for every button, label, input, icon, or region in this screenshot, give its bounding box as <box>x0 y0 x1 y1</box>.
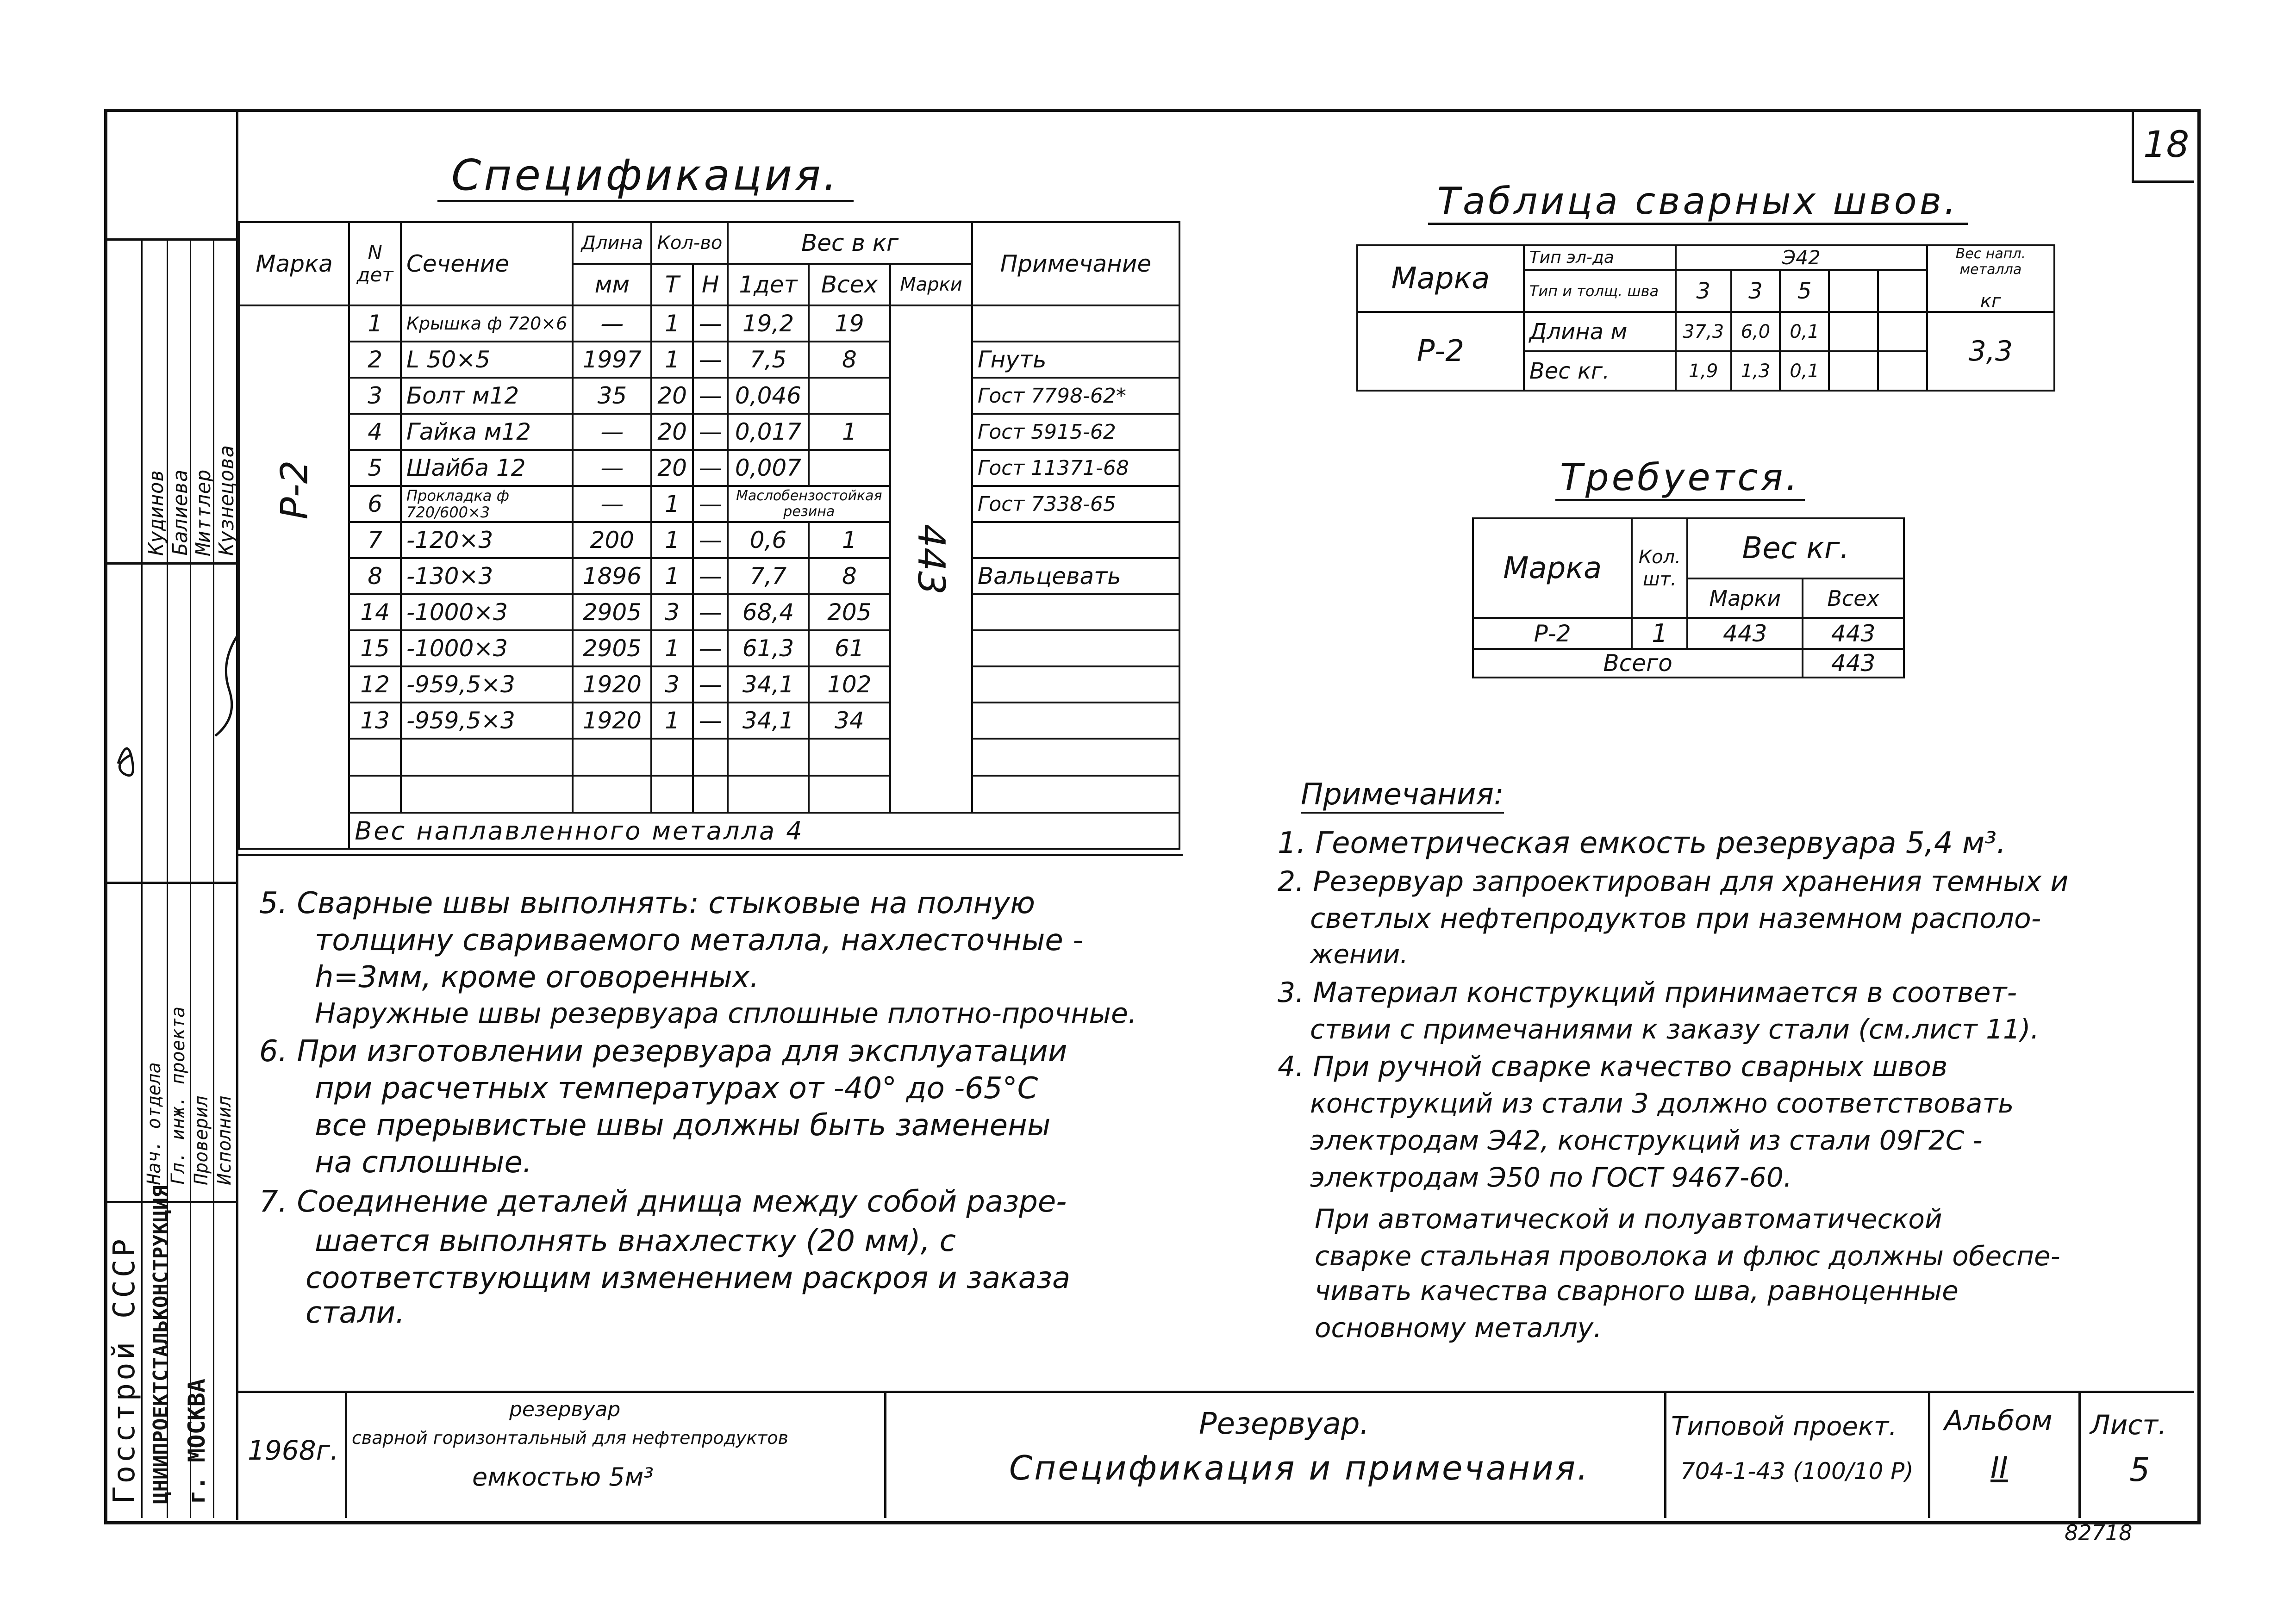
title-block-sep <box>1664 1391 1666 1518</box>
weld-empty <box>1829 351 1878 391</box>
spec-block-bottom <box>236 854 1183 856</box>
spec-cell: 3 <box>349 378 401 414</box>
stamp-role-4: Исполнил <box>214 1095 235 1185</box>
spec-empty <box>693 739 728 776</box>
spec-footer: Вес наплавленного металла 4 <box>349 813 1179 849</box>
spec-cell: 0,046 <box>728 378 808 414</box>
req-row-marki: 443 <box>1687 618 1803 649</box>
weld-h-e42: Э42 <box>1676 245 1927 270</box>
req-total: 443 <box>1803 649 1904 678</box>
stamp-name-2: Балиева <box>168 469 192 555</box>
spec-cell: Прокладка ф 720/600×3 <box>401 486 573 522</box>
req-h-kol: Кол. шт. <box>1632 518 1687 618</box>
spec-cell: 8 <box>809 342 891 378</box>
weld-h-tip-tolsh: Тип и толщ. шва <box>1524 270 1676 312</box>
right-note-line: электродам Э50 по ГОСТ 9467-60. <box>1310 1162 1792 1193</box>
spec-cell: 19 <box>809 305 891 342</box>
req-h-marka: Марка <box>1473 518 1632 618</box>
spec-cell: — <box>693 305 728 342</box>
spec-cell: — <box>693 342 728 378</box>
stamp-album-label: Альбом <box>1944 1405 2053 1437</box>
title-block-sep <box>1928 1391 1930 1518</box>
spec-cell: 1997 <box>573 342 651 378</box>
spec-cell <box>972 703 1179 739</box>
spec-cell: — <box>693 594 728 630</box>
spec-cell: 6 <box>349 486 401 522</box>
spec-h-ves: Вес в кг <box>728 222 972 264</box>
weld-h-vesnapl-text: Вес напл. металла <box>1955 246 2026 278</box>
spec-cell: — <box>693 666 728 703</box>
left-note-line: стали. <box>306 1296 405 1330</box>
weld-empty <box>1878 270 1927 312</box>
stamp-list-label: Лист. <box>2090 1409 2167 1441</box>
spec-cell: -1000×3 <box>401 630 573 666</box>
weld-cell: 0,1 <box>1780 351 1829 391</box>
spec-cell: 1 <box>349 305 401 342</box>
spec-cell: 7,7 <box>728 558 808 594</box>
left-note-line: 6. При изготовлении резервуара для эксплуатации <box>259 1034 1067 1069</box>
spec-h-marki: Марки <box>890 264 972 305</box>
stamp-col-line <box>213 238 214 1518</box>
right-note-line: конструкций из стали 3 должно соответствовать <box>1310 1088 2014 1119</box>
stamp-list: 5 <box>2129 1451 2150 1489</box>
weld-h-kg: кг <box>1980 291 2001 312</box>
spec-cell: 1 <box>651 486 693 522</box>
spec-cell <box>972 522 1179 558</box>
spec-cell: — <box>693 486 728 522</box>
spec-marka-value <box>239 305 349 849</box>
spec-cell: Крышка ф 720×6 <box>401 305 573 342</box>
right-note-line: основному металлу. <box>1315 1312 1602 1343</box>
req-row-kol: 1 <box>1632 618 1687 649</box>
spec-empty <box>401 776 573 813</box>
spec-cell: 2905 <box>573 594 651 630</box>
spec-cell: -120×3 <box>401 522 573 558</box>
spec-h-primechanie: Примечание <box>972 222 1179 305</box>
spec-cell: 4 <box>349 414 401 450</box>
spec-marka-text: Р-2 <box>273 460 316 520</box>
spec-cell: 7 <box>349 522 401 558</box>
stamp-line <box>104 562 238 565</box>
spec-cell: — <box>573 305 651 342</box>
spec-cell: 13 <box>349 703 401 739</box>
spec-cell: 2 <box>349 342 401 378</box>
weld-h-th2: 3 <box>1731 270 1780 312</box>
stamp-col-line <box>190 238 191 1518</box>
spec-cell: 35 <box>573 378 651 414</box>
spec-cell: 34,1 <box>728 666 808 703</box>
req-h-vseh: Всех <box>1803 578 1904 618</box>
spec-cell: 34 <box>809 703 891 739</box>
spec-cell: 34,1 <box>728 703 808 739</box>
weld-table <box>1356 244 2055 392</box>
weld-cell: 37,3 <box>1676 312 1731 351</box>
spec-cell: -959,5×3 <box>401 703 573 739</box>
weld-cell: 6,0 <box>1731 312 1780 351</box>
spec-cell: 8 <box>809 558 891 594</box>
spec-cell: 20 <box>651 414 693 450</box>
spec-cell <box>809 378 891 414</box>
title-block-sep <box>884 1391 886 1518</box>
right-note-line: жении. <box>1310 939 1409 970</box>
stamp-name-4: Кузнецова <box>215 445 238 555</box>
stamp-title1: Резервуар. <box>1199 1407 1369 1441</box>
spec-empty <box>809 739 891 776</box>
weld-dlina-label: Длина м <box>1524 312 1676 351</box>
right-note-line: 1. Геометрическая емкость резервуара 5,4 м³. <box>1278 826 2006 860</box>
stamp-obj1: резервуар <box>509 1398 621 1421</box>
spec-cell: 205 <box>809 594 891 630</box>
spec-cell: 1 <box>651 342 693 378</box>
spec-empty <box>972 776 1179 813</box>
spec-cell: Вальцевать <box>972 558 1179 594</box>
spec-cell: 1920 <box>573 703 651 739</box>
stamp-org3: г. МОСКВА <box>183 1379 210 1504</box>
spec-cell: — <box>573 486 651 522</box>
left-note-line: Наружные швы резервуара сплошные плотно-прочные. <box>315 997 1137 1030</box>
stamp-role-3: Проверил <box>191 1095 212 1185</box>
spec-cell: — <box>573 450 651 486</box>
spec-h-dlina: Длина <box>573 222 651 264</box>
stamp-org1: Госстрой СССР <box>107 1236 142 1504</box>
weld-empty <box>1829 312 1878 351</box>
spec-title: Спецификация. <box>437 150 854 202</box>
spec-cell: — <box>693 630 728 666</box>
spec-cell: Гост 11371-68 <box>972 450 1179 486</box>
spec-cell: — <box>693 558 728 594</box>
right-note-line: 3. Материал конструкций принимается в соответ- <box>1278 976 2017 1009</box>
spec-cell: 1920 <box>573 666 651 703</box>
spec-empty <box>693 776 728 813</box>
spec-cell: — <box>693 450 728 486</box>
weld-h-vesnapl <box>1927 245 2054 312</box>
left-note-line: при расчетных температурах от -40° до -65°С <box>315 1071 1038 1106</box>
spec-cell: — <box>693 378 728 414</box>
spec-marki-value <box>890 305 972 813</box>
spec-cell: 1 <box>651 558 693 594</box>
left-note-line: h=3мм, кроме оговоренных. <box>315 960 759 995</box>
spec-cell: — <box>693 414 728 450</box>
spec-h-vseh: Всех <box>809 264 891 305</box>
right-note-line: чивать качества сварного шва, равноценные <box>1315 1275 1959 1306</box>
spec-cell: 1 <box>651 630 693 666</box>
req-total-label: Всего <box>1473 649 1803 678</box>
spec-h-1det: 1дет <box>728 264 808 305</box>
spec-cell: 1 <box>651 703 693 739</box>
spec-empty <box>809 776 891 813</box>
weld-row-marka: Р-2 <box>1357 312 1524 391</box>
spec-cell: Гайка м12 <box>401 414 573 450</box>
spec-cell: 1896 <box>573 558 651 594</box>
left-note-line: на сплошные. <box>315 1145 532 1180</box>
stamp-role-1: Нач. отдела <box>144 1062 165 1185</box>
spec-cell: -130×3 <box>401 558 573 594</box>
spec-empty <box>573 776 651 813</box>
spec-cell: 2905 <box>573 630 651 666</box>
stamp-proj-label: Типовой проект. <box>1671 1412 1897 1442</box>
spec-empty <box>401 739 573 776</box>
spec-cell: — <box>693 703 728 739</box>
weld-h-tip-el: Тип эл-да <box>1524 245 1676 270</box>
req-table <box>1472 517 1905 678</box>
spec-cell: Маслобензостойкая резина <box>728 486 890 522</box>
spec-empty <box>349 739 401 776</box>
spec-h-kolvo: Кол-во <box>651 222 728 264</box>
spec-cell: 1 <box>651 522 693 558</box>
right-note-line: сварке стальная проволока и флюс должны обеспе- <box>1315 1240 2060 1272</box>
spec-cell: 61,3 <box>728 630 808 666</box>
spec-cell: 20 <box>651 450 693 486</box>
spec-empty <box>651 776 693 813</box>
left-note-line: шается выполнять внахлестку (20 мм), с <box>315 1224 956 1258</box>
stamp-obj2: сварной горизонтальный для нефтепродуктов <box>352 1428 789 1448</box>
spec-cell: -959,5×3 <box>401 666 573 703</box>
weld-h-th1: 3 <box>1676 270 1731 312</box>
right-notes-title: Примечания: <box>1301 777 1504 814</box>
stamp-org2: ЦНИИПРОЕКТСТАЛЬКОНСТРУКЦИЯ <box>149 1185 173 1504</box>
spec-cell: L 50×5 <box>401 342 573 378</box>
spec-cell: 15 <box>349 630 401 666</box>
spec-cell: 3 <box>651 666 693 703</box>
spec-cell: Гнуть <box>972 342 1179 378</box>
right-note-line: светлых нефтепродуктов при наземном располо- <box>1310 902 2041 935</box>
stamp-name-1: Кудинов <box>144 469 168 555</box>
spec-cell: 0,6 <box>728 522 808 558</box>
left-note-line: 5. Сварные швы выполнять: стыковые на полную <box>259 886 1035 920</box>
stamp-role-2: Гл. инж. проекта <box>168 1006 189 1185</box>
spec-cell: Гост 7338-65 <box>972 486 1179 522</box>
right-note-line: 4. При ручной сварке качество сварных швов <box>1278 1051 1948 1083</box>
stamp-code: 82718 <box>2065 1520 2133 1545</box>
spec-cell <box>972 305 1179 342</box>
spec-cell: 12 <box>349 666 401 703</box>
spec-cell <box>972 630 1179 666</box>
spec-cell: 0,007 <box>728 450 808 486</box>
spec-h-sechenie: Сечение <box>401 222 573 305</box>
left-note-line: соответствующим изменением раскроя и заказа <box>306 1261 1071 1295</box>
left-note-line: толщину свариваемого металла, нахлесточные - <box>315 923 1084 958</box>
spec-marki-text: 443 <box>909 523 953 595</box>
spec-cell: — <box>573 414 651 450</box>
stamp-proj-num: 704-1-43 (100/10 Р) <box>1680 1458 1914 1485</box>
weld-ves-label: Вес кг. <box>1524 351 1676 391</box>
spec-cell: 68,4 <box>728 594 808 630</box>
stamp-line <box>104 882 238 884</box>
spec-empty <box>972 739 1179 776</box>
spec-empty <box>651 739 693 776</box>
spec-cell: 1 <box>809 522 891 558</box>
stamp-title2: Спецификация и примечания. <box>1009 1449 1590 1487</box>
title-block-sep <box>345 1391 347 1518</box>
spec-cell: 200 <box>573 522 651 558</box>
spec-cell: 0,017 <box>728 414 808 450</box>
left-note-line: 7. Соединение деталей днища между собой разре- <box>259 1185 1067 1219</box>
req-h-ves: Вес кг. <box>1687 518 1904 578</box>
spec-cell: 20 <box>651 378 693 414</box>
title-block-sep <box>2078 1391 2081 1518</box>
req-row-vseh: 443 <box>1803 618 1904 649</box>
spec-empty <box>349 776 401 813</box>
req-row-marka: Р-2 <box>1473 618 1632 649</box>
weld-h-marka: Марка <box>1357 245 1524 312</box>
spec-h-n: Н <box>693 264 728 305</box>
right-note-line: электродам Э42, конструкций из стали 09Г2С - <box>1310 1125 1983 1156</box>
spec-h-marka: Марка <box>239 222 349 305</box>
weld-h-th3: 5 <box>1780 270 1829 312</box>
spec-cell: — <box>693 522 728 558</box>
weld-empty <box>1878 351 1927 391</box>
spec-cell: Гост 7798-62* <box>972 378 1179 414</box>
req-title: Требуется. <box>1555 456 1805 501</box>
spec-cell: 8 <box>349 558 401 594</box>
stamp-line <box>104 238 238 241</box>
spec-h-ndet: N дет <box>349 222 401 305</box>
spec-h-t: Т <box>651 264 693 305</box>
signatures <box>100 625 238 828</box>
weld-cell: 1,3 <box>1731 351 1780 391</box>
stamp-name-3: Миттлер <box>192 469 215 555</box>
spec-cell: Гост 5915-62 <box>972 414 1179 450</box>
stamp-obj3: емкостью 5м³ <box>472 1462 654 1492</box>
spec-cell: 14 <box>349 594 401 630</box>
spec-cell: Шайба 12 <box>401 450 573 486</box>
spec-empty <box>728 776 808 813</box>
spec-h-mm: мм <box>573 264 651 305</box>
title-block-top <box>236 1391 2194 1393</box>
spec-cell: 3 <box>651 594 693 630</box>
spec-empty <box>573 739 651 776</box>
weld-cell: 0,1 <box>1780 312 1829 351</box>
spec-table <box>238 221 1180 850</box>
right-note-line: ствии с примечаниями к заказу стали (см.лист 11). <box>1310 1014 2039 1045</box>
weld-title: Таблица сварных швов. <box>1428 180 1968 225</box>
spec-cell: 19,2 <box>728 305 808 342</box>
spec-cell: 61 <box>809 630 891 666</box>
weld-total: 3,3 <box>1927 312 2054 391</box>
spec-cell <box>972 594 1179 630</box>
spec-cell <box>972 666 1179 703</box>
right-note-line: При автоматической и полуавтоматической <box>1315 1203 1942 1235</box>
weld-empty <box>1878 312 1927 351</box>
spec-cell <box>809 450 891 486</box>
spec-cell: 5 <box>349 450 401 486</box>
spec-cell: 1 <box>809 414 891 450</box>
stamp-year: 1968г. <box>248 1435 339 1466</box>
weld-cell: 1,9 <box>1676 351 1731 391</box>
spec-cell: 7,5 <box>728 342 808 378</box>
left-note-line: все прерывистые швы должны быть заменены <box>315 1108 1051 1143</box>
stamp-album: II <box>1990 1451 2008 1485</box>
weld-empty <box>1829 270 1878 312</box>
spec-cell: 1 <box>651 305 693 342</box>
spec-empty <box>728 739 808 776</box>
spec-cell: 102 <box>809 666 891 703</box>
spec-cell: Болт м12 <box>401 378 573 414</box>
req-h-marki: Марки <box>1687 578 1803 618</box>
sheet-number: 18 <box>2143 124 2190 166</box>
right-note-line: 2. Резервуар запроектирован для хранения темных и <box>1278 865 2069 898</box>
spec-cell: -1000×3 <box>401 594 573 630</box>
